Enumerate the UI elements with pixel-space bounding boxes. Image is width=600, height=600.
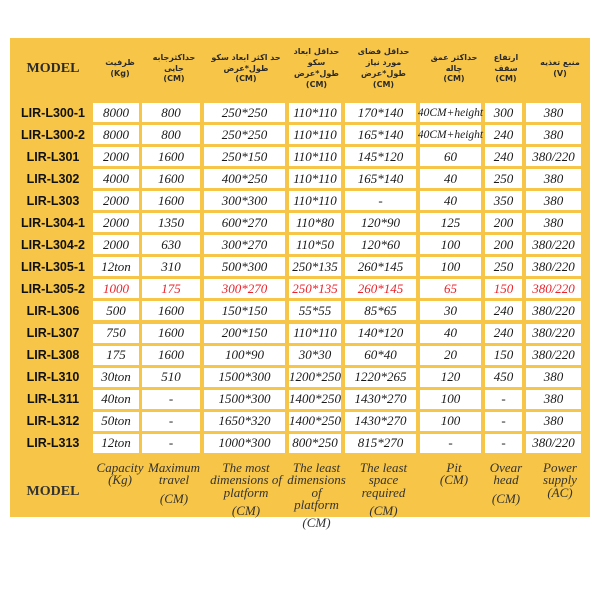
- footer-column-label: The least space required: [359, 460, 408, 500]
- table-cell: 55*55: [289, 301, 341, 320]
- model-name: LIR-L311: [26, 392, 80, 407]
- table-cell: 150: [485, 346, 522, 365]
- table-cell: 1350: [142, 213, 200, 232]
- table-cell: 140*120: [345, 324, 416, 343]
- header-column-fa: حداکثر عمق چاله (CM): [430, 52, 478, 84]
- table-cell: 110*80: [289, 213, 341, 232]
- table-cell: 630: [142, 235, 200, 254]
- model-name: LIR-L306: [26, 303, 80, 318]
- table-cell: 200: [485, 213, 522, 232]
- table-cell: 240: [485, 147, 522, 166]
- table-cell: 800: [142, 103, 200, 122]
- footer-column-en: [204, 462, 288, 522]
- model-name: LIR-L308: [26, 348, 80, 363]
- table-cell: 800*250: [289, 434, 341, 453]
- header-column-fa: ظرفیت (Kg): [105, 58, 135, 78]
- table-cell: 380/220: [526, 346, 581, 365]
- table-cell: -: [485, 434, 522, 453]
- table-cell: 300*270: [204, 235, 285, 254]
- table-cell: 250: [485, 169, 522, 188]
- table-cell: 100: [420, 412, 481, 431]
- footer-column-label: Ovear head: [489, 460, 523, 488]
- footer-column-en: [424, 462, 484, 522]
- table-cell: 40ton: [93, 390, 139, 409]
- table-cell: 200: [485, 235, 522, 254]
- table-cell: 100: [420, 390, 481, 409]
- table-cell: 1600: [142, 191, 200, 210]
- table-cell: 1220*265: [345, 368, 416, 387]
- table-cell: 1600: [142, 301, 200, 320]
- table-cell: 50ton: [93, 412, 139, 431]
- table-cell: 2000: [93, 235, 139, 254]
- footer-column-label: Power supply (AC): [543, 460, 577, 500]
- table-cell: 40CM+height: [420, 103, 481, 122]
- table-cell: -: [142, 434, 200, 453]
- table-cell: 1430*270: [345, 412, 416, 431]
- table-cell: 380: [526, 213, 581, 232]
- table-cell: 1650*320: [204, 412, 285, 431]
- table-cell: 1000*300: [204, 434, 285, 453]
- table-cell: 380: [526, 412, 581, 431]
- table-cell: 110*110: [289, 169, 341, 188]
- footer-column-label: Pit (CM): [439, 460, 469, 488]
- table-cell: 175: [93, 346, 139, 365]
- table-cell: 40CM+height: [420, 125, 481, 144]
- table-cell: 30ton: [93, 368, 139, 387]
- table-cell: 60*40: [345, 346, 416, 365]
- header-column-fa: حداقل فضای مورد نیاز طول*عرض (CM): [357, 47, 410, 89]
- footer-column-unit: (CM): [491, 490, 521, 506]
- table-cell: 300: [485, 103, 522, 122]
- table-cell: 170*140: [345, 103, 416, 122]
- model-name: LIR-L301: [26, 149, 80, 164]
- table-cell: -: [345, 191, 416, 210]
- footer-column-label: The least dimensions of platform: [287, 460, 346, 513]
- model-name: LIR-L305-1: [21, 259, 85, 274]
- table-cell: 1200*250: [289, 368, 341, 387]
- table-cell: 12ton: [93, 257, 139, 276]
- table-cell: 1500*300: [204, 390, 285, 409]
- table-cell: 380: [526, 103, 581, 122]
- table-cell: 380/220: [526, 279, 581, 298]
- header-column-fa: حداکثرجابه جایی (CM): [152, 52, 196, 84]
- model-name: LIR-L312: [26, 414, 80, 429]
- table-cell: 250*150: [204, 147, 285, 166]
- footer-column-en: [96, 462, 144, 522]
- footer-column-label: Capacity (Kg): [96, 460, 144, 488]
- header-model-label: MODEL: [26, 60, 80, 76]
- header-column-fa: حداقل ابعاد سکو طول*عرض (CM): [293, 47, 340, 89]
- table-cell: 120*60: [345, 235, 416, 254]
- table-cell: 125: [420, 213, 481, 232]
- footer-column-en: [346, 462, 421, 522]
- table-cell: 110*110: [289, 103, 341, 122]
- footer-model-label: MODEL: [26, 484, 80, 500]
- table-cell: 240: [485, 301, 522, 320]
- table-cell: 4000: [93, 169, 139, 188]
- table-cell: -: [420, 434, 481, 453]
- footer-column-en: [287, 460, 346, 531]
- model-name: LIR-L302: [26, 171, 80, 186]
- footer-column-en: [484, 462, 528, 522]
- table-cell: 110*50: [289, 235, 341, 254]
- table-cell: 1430*270: [345, 390, 416, 409]
- table-cell: 20: [420, 346, 481, 365]
- model-name: LIR-L304-1: [21, 215, 85, 230]
- table-cell: 380: [526, 191, 581, 210]
- table-cell: 30*30: [289, 346, 341, 365]
- table-cell: 1600: [142, 346, 200, 365]
- table-cell: 300*270: [204, 279, 285, 298]
- table-cell: 60: [420, 147, 481, 166]
- model-name: LIR-L307: [26, 326, 80, 340]
- table-cell: 250*135: [289, 279, 341, 298]
- table-cell: 65: [420, 279, 481, 298]
- table-cell: 510: [142, 368, 200, 387]
- table-cell: 300*300: [204, 191, 285, 210]
- table-cell: 40: [420, 191, 481, 210]
- table-cell: 250: [485, 257, 522, 276]
- table-cell: 40: [420, 324, 481, 343]
- table-cell: 250*250: [204, 103, 285, 122]
- table-cell: 380: [526, 368, 581, 387]
- model-name: LIR-L304-2: [21, 237, 85, 252]
- table-cell: 500: [93, 301, 139, 320]
- table-cell: 1500*300: [204, 368, 285, 387]
- table-cell: 800: [142, 125, 200, 144]
- table-header-fa: [10, 38, 590, 100]
- table-cell: -: [142, 412, 200, 431]
- table-cell: 600*270: [204, 213, 285, 232]
- table-cell: 380/220: [526, 301, 581, 320]
- table-cell: 260*145: [345, 279, 416, 298]
- table-cell: 8000: [93, 125, 139, 144]
- table-cell: 240: [485, 125, 522, 144]
- table-cell: 110*110: [289, 324, 341, 343]
- table-cell: 165*140: [345, 125, 416, 144]
- table-cell: 750: [93, 324, 139, 343]
- table-cell: 150*150: [204, 301, 285, 320]
- table-cell: 380/220: [526, 257, 581, 276]
- table-cell: -: [485, 412, 522, 431]
- table-cell: 100: [420, 257, 481, 276]
- footer-column-unit: (CM): [369, 503, 398, 519]
- model-name: LIR-L300-1: [21, 105, 85, 120]
- table-cell: 150: [485, 279, 522, 298]
- table-cell: 165*140: [345, 169, 416, 188]
- model-name: LIR-L303: [26, 193, 80, 208]
- table-cell: 110*110: [289, 125, 341, 144]
- table-cell: 30: [420, 301, 481, 320]
- table-cell: 110*110: [289, 191, 341, 210]
- table-cell: 310: [142, 257, 200, 276]
- table-cell: 380/220: [526, 434, 581, 453]
- table-header-en: [10, 460, 590, 531]
- table-cell: 500*300: [204, 257, 285, 276]
- table-cell: 400*250: [204, 169, 285, 188]
- table-cell: 250*250: [204, 125, 285, 144]
- footer-column-label: The most dimensions of platform: [210, 460, 282, 500]
- table-cell: 12ton: [93, 434, 139, 453]
- model-name: LIR-L300-2: [21, 127, 85, 142]
- table-cell: 260*145: [345, 257, 416, 276]
- model-name: LIR-L310: [26, 370, 80, 385]
- table-cell: 380/220: [526, 324, 581, 343]
- table-cell: 1400*250: [289, 390, 341, 409]
- table-cell: 175: [142, 279, 200, 298]
- table-cell: 1600: [142, 169, 200, 188]
- footer-column-unit: (CM): [231, 503, 261, 519]
- table-cell: 8000: [93, 103, 139, 122]
- table-cell: 40: [420, 169, 481, 188]
- header-column-fa: ارتفاع سقف (CM): [493, 52, 519, 84]
- footer-column-label: Maximum travel: [148, 460, 200, 488]
- table-cell: 380/220: [526, 235, 581, 254]
- table-cell: 1600: [142, 324, 200, 343]
- header-column-fa: منبع تغذیه (V): [540, 58, 580, 78]
- table-cell: 380: [526, 169, 581, 188]
- table-cell: 350: [485, 191, 522, 210]
- table-cell: 1400*250: [289, 412, 341, 431]
- footer-column-unit: (CM): [302, 515, 331, 531]
- table-cell: 380: [526, 390, 581, 409]
- table-cell: 2000: [93, 191, 139, 210]
- footer-column-en: [530, 462, 590, 522]
- table-cell: 450: [485, 368, 522, 387]
- header-column-fa: حد اکثر ابعاد سکو طول*عرض (CM): [211, 52, 281, 84]
- table-cell: 100*90: [204, 346, 285, 365]
- table-cell: 240: [485, 324, 522, 343]
- table-cell: 200*150: [204, 324, 285, 343]
- table-cell: 2000: [93, 147, 139, 166]
- table-cell: 145*120: [345, 147, 416, 166]
- table-cell: 2000: [93, 213, 139, 232]
- table-cell: 1600: [142, 147, 200, 166]
- table-cell: 815*270: [345, 434, 416, 453]
- model-name: LIR-L305-2: [21, 281, 85, 296]
- footer-column-en: [144, 462, 204, 522]
- table-cell: 100: [420, 235, 481, 254]
- table-cell: -: [142, 390, 200, 409]
- table-cell: 250*135: [289, 257, 341, 276]
- table-cell: 380/220: [526, 147, 581, 166]
- table-cell: 1000: [93, 279, 139, 298]
- table-cell: 110*110: [289, 147, 341, 166]
- table-cell: -: [485, 390, 522, 409]
- table-cell: 120*90: [345, 213, 416, 232]
- table-cell: 120: [420, 368, 481, 387]
- footer-column-unit: (CM): [159, 490, 189, 506]
- table-cell: 85*65: [345, 301, 416, 320]
- model-name: LIR-L313: [26, 436, 80, 451]
- table-cell: 380: [526, 125, 581, 144]
